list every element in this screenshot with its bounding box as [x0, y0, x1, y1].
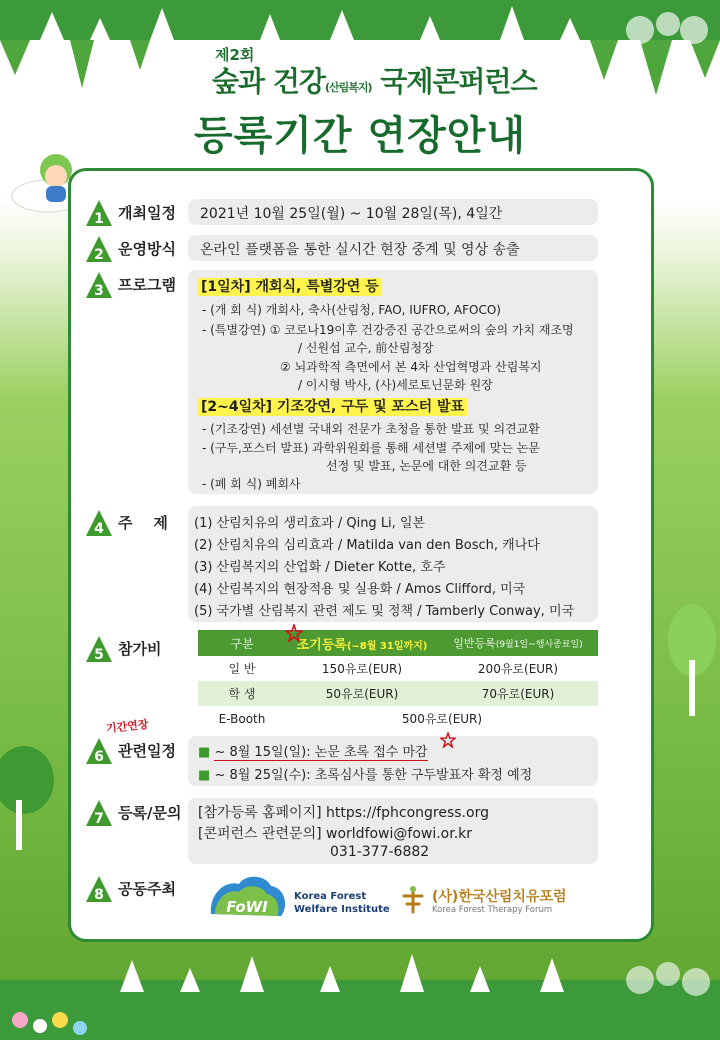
- schedule-text: 2021년 10월 25일(월) ~ 10월 28일(목), 4일간: [200, 206, 503, 222]
- number-badge-icon: [86, 800, 112, 826]
- day2-line: - (폐 회 식) 폐회사: [202, 477, 301, 491]
- tree-decoration-icon: [664, 600, 720, 720]
- header-general: 일반등록(9월1일~행사종료일): [438, 630, 598, 656]
- operation-label: 운영방식: [118, 240, 176, 258]
- star-icon: [285, 624, 303, 642]
- contact-label: 등록/문의: [118, 804, 182, 822]
- svg-text:3: 3: [94, 283, 104, 298]
- program-box: [188, 270, 598, 494]
- contact-email[interactable]: [콘퍼런스 관련문의] worldfowi@fowi.or.kr: [198, 826, 473, 842]
- day1-line: / 이시형 박사, (사)세로토닌문화 원장: [298, 378, 493, 392]
- day1-line: ② 뇌과학적 측면에서 본 4차 산업혁명과 산림복지: [280, 360, 542, 374]
- kft-subtitle: Korea Forest Therapy Forum: [432, 905, 553, 915]
- notice-title: 등록기간 연장안내: [193, 113, 527, 159]
- svg-text:6: 6: [94, 749, 104, 764]
- fee-table-header: [198, 630, 598, 656]
- related-box: [188, 736, 598, 786]
- svg-text:2: 2: [94, 247, 104, 262]
- extension-tag: 기간연장: [105, 717, 150, 736]
- day2-line: - (구두,포스터 발표) 과학위원회를 통해 세션별 주제에 맞는 논문: [202, 441, 540, 455]
- svg-text:4: 4: [94, 521, 104, 536]
- row-early: 150유로(EUR): [321, 662, 403, 676]
- program-label: 프로그램: [118, 276, 176, 294]
- star-icon: [440, 732, 456, 748]
- tree-decoration-icon: [0, 740, 66, 850]
- row-type: 학 생: [198, 681, 286, 706]
- day2-line: - (기조강연) 세션별 국내외 전문가 초청을 통한 발표 및 의견교환: [202, 422, 540, 436]
- related-item: ■ ~ 8월 25일(수): 초록심사를 통한 구두발표자 확정 예정: [198, 768, 533, 783]
- topic-item: (2) 산림치유의 심리효과 / Matilda van den Bosch, 캐나다: [194, 538, 540, 553]
- fee-label: 참가비: [118, 640, 162, 658]
- organizers-label: 공동주최: [118, 880, 176, 898]
- kft-name: (사)한국산림치유포럼: [432, 889, 567, 905]
- day1-title: [1일차] 개회식, 특별강연 등: [198, 276, 382, 296]
- number-badge-icon: [86, 200, 112, 226]
- row-early: 50유로(EUR): [286, 681, 438, 706]
- table-row: [198, 706, 598, 731]
- operation-text: 온라인 플랫폼을 통한 실시간 현장 중계 및 영상 송출: [200, 242, 520, 258]
- row-merged: 500유로(EUR): [401, 712, 483, 726]
- schedule-label: 개최일정: [118, 204, 176, 222]
- fee-table: [198, 630, 598, 731]
- schedule-box: [188, 199, 598, 225]
- day1-line: - (개 회 식) 개회사, 축사(산림청, FAO, IUFRO, AFOCO): [202, 303, 501, 317]
- row-type: E-Booth: [218, 711, 266, 726]
- topic-item: (5) 국가별 산림복지 관련 제도 및 정책 / Tamberly Conway, 미국: [194, 604, 575, 619]
- svg-text:5: 5: [94, 647, 104, 662]
- day2-title: [2~4일차] 기조강연, 구두 및 포스터 발표: [198, 396, 467, 416]
- topic-item: (1) 산림치유의 생리효과 / Qing Li, 일본: [194, 516, 426, 531]
- number-badge-icon: [86, 272, 112, 298]
- number-badge-icon: [86, 738, 112, 764]
- title-paren: (산림복지): [324, 81, 372, 94]
- contact-website[interactable]: [참가등록 홈페이지] https://fphcongress.org: [198, 805, 489, 821]
- svg-text:8: 8: [94, 887, 104, 902]
- number-badge-icon: [86, 636, 112, 662]
- bottom-treeline-decoration: [0, 930, 720, 1040]
- contact-phone: 031-377-6882: [330, 844, 430, 860]
- day2-line: 선정 및 발표, 논문에 대한 의견교환 등: [326, 459, 527, 473]
- fowi-logo: [205, 870, 289, 922]
- title-main: 숲과 건강: [212, 65, 325, 98]
- topic-item: (4) 산림복지의 현장적용 및 실용화 / Amos Clifford, 미국: [194, 582, 526, 597]
- row-general: 70유로(EUR): [438, 681, 598, 706]
- number-badge-icon: [86, 876, 112, 902]
- row-type: 일 반: [228, 662, 256, 676]
- svg-text:7: 7: [94, 811, 104, 826]
- operation-box: [188, 235, 598, 261]
- topic-item: (3) 산림복지의 산업화 / Dieter Kotte, 호주: [194, 560, 446, 575]
- topics-label: 주 제: [118, 514, 168, 532]
- svg-text:1: 1: [94, 211, 104, 226]
- edition-label: 제2회: [215, 46, 255, 64]
- number-badge-icon: [86, 510, 112, 536]
- kft-logo-icon: [398, 884, 428, 914]
- contact-box: [188, 798, 598, 864]
- day1-line: - (특별강연) ① 코로나19이후 건강증진 공간으로써의 숲의 가치 재조명: [202, 323, 574, 337]
- conference-title: [212, 60, 537, 100]
- table-row: [198, 656, 598, 681]
- related-label: 관련일정: [118, 742, 176, 760]
- row-general: 200유로(EUR): [477, 662, 559, 676]
- header-type: 구분: [198, 630, 286, 656]
- svg-text:FoWI: FoWI: [226, 898, 268, 916]
- header-early: 조기등록(~8월 31일까지): [286, 630, 438, 656]
- day1-line: / 신원섭 교수, 前산림청장: [298, 341, 434, 355]
- topics-box: [188, 506, 598, 622]
- fowi-name: Korea Forest Welfare Institute: [294, 891, 390, 915]
- table-row: [198, 681, 598, 706]
- number-badge-icon: [86, 236, 112, 262]
- title-rest: 국제콘퍼런스: [380, 65, 537, 98]
- related-item: ■ ~ 8월 15일(일): 논문 초록 접수 마감: [198, 745, 428, 760]
